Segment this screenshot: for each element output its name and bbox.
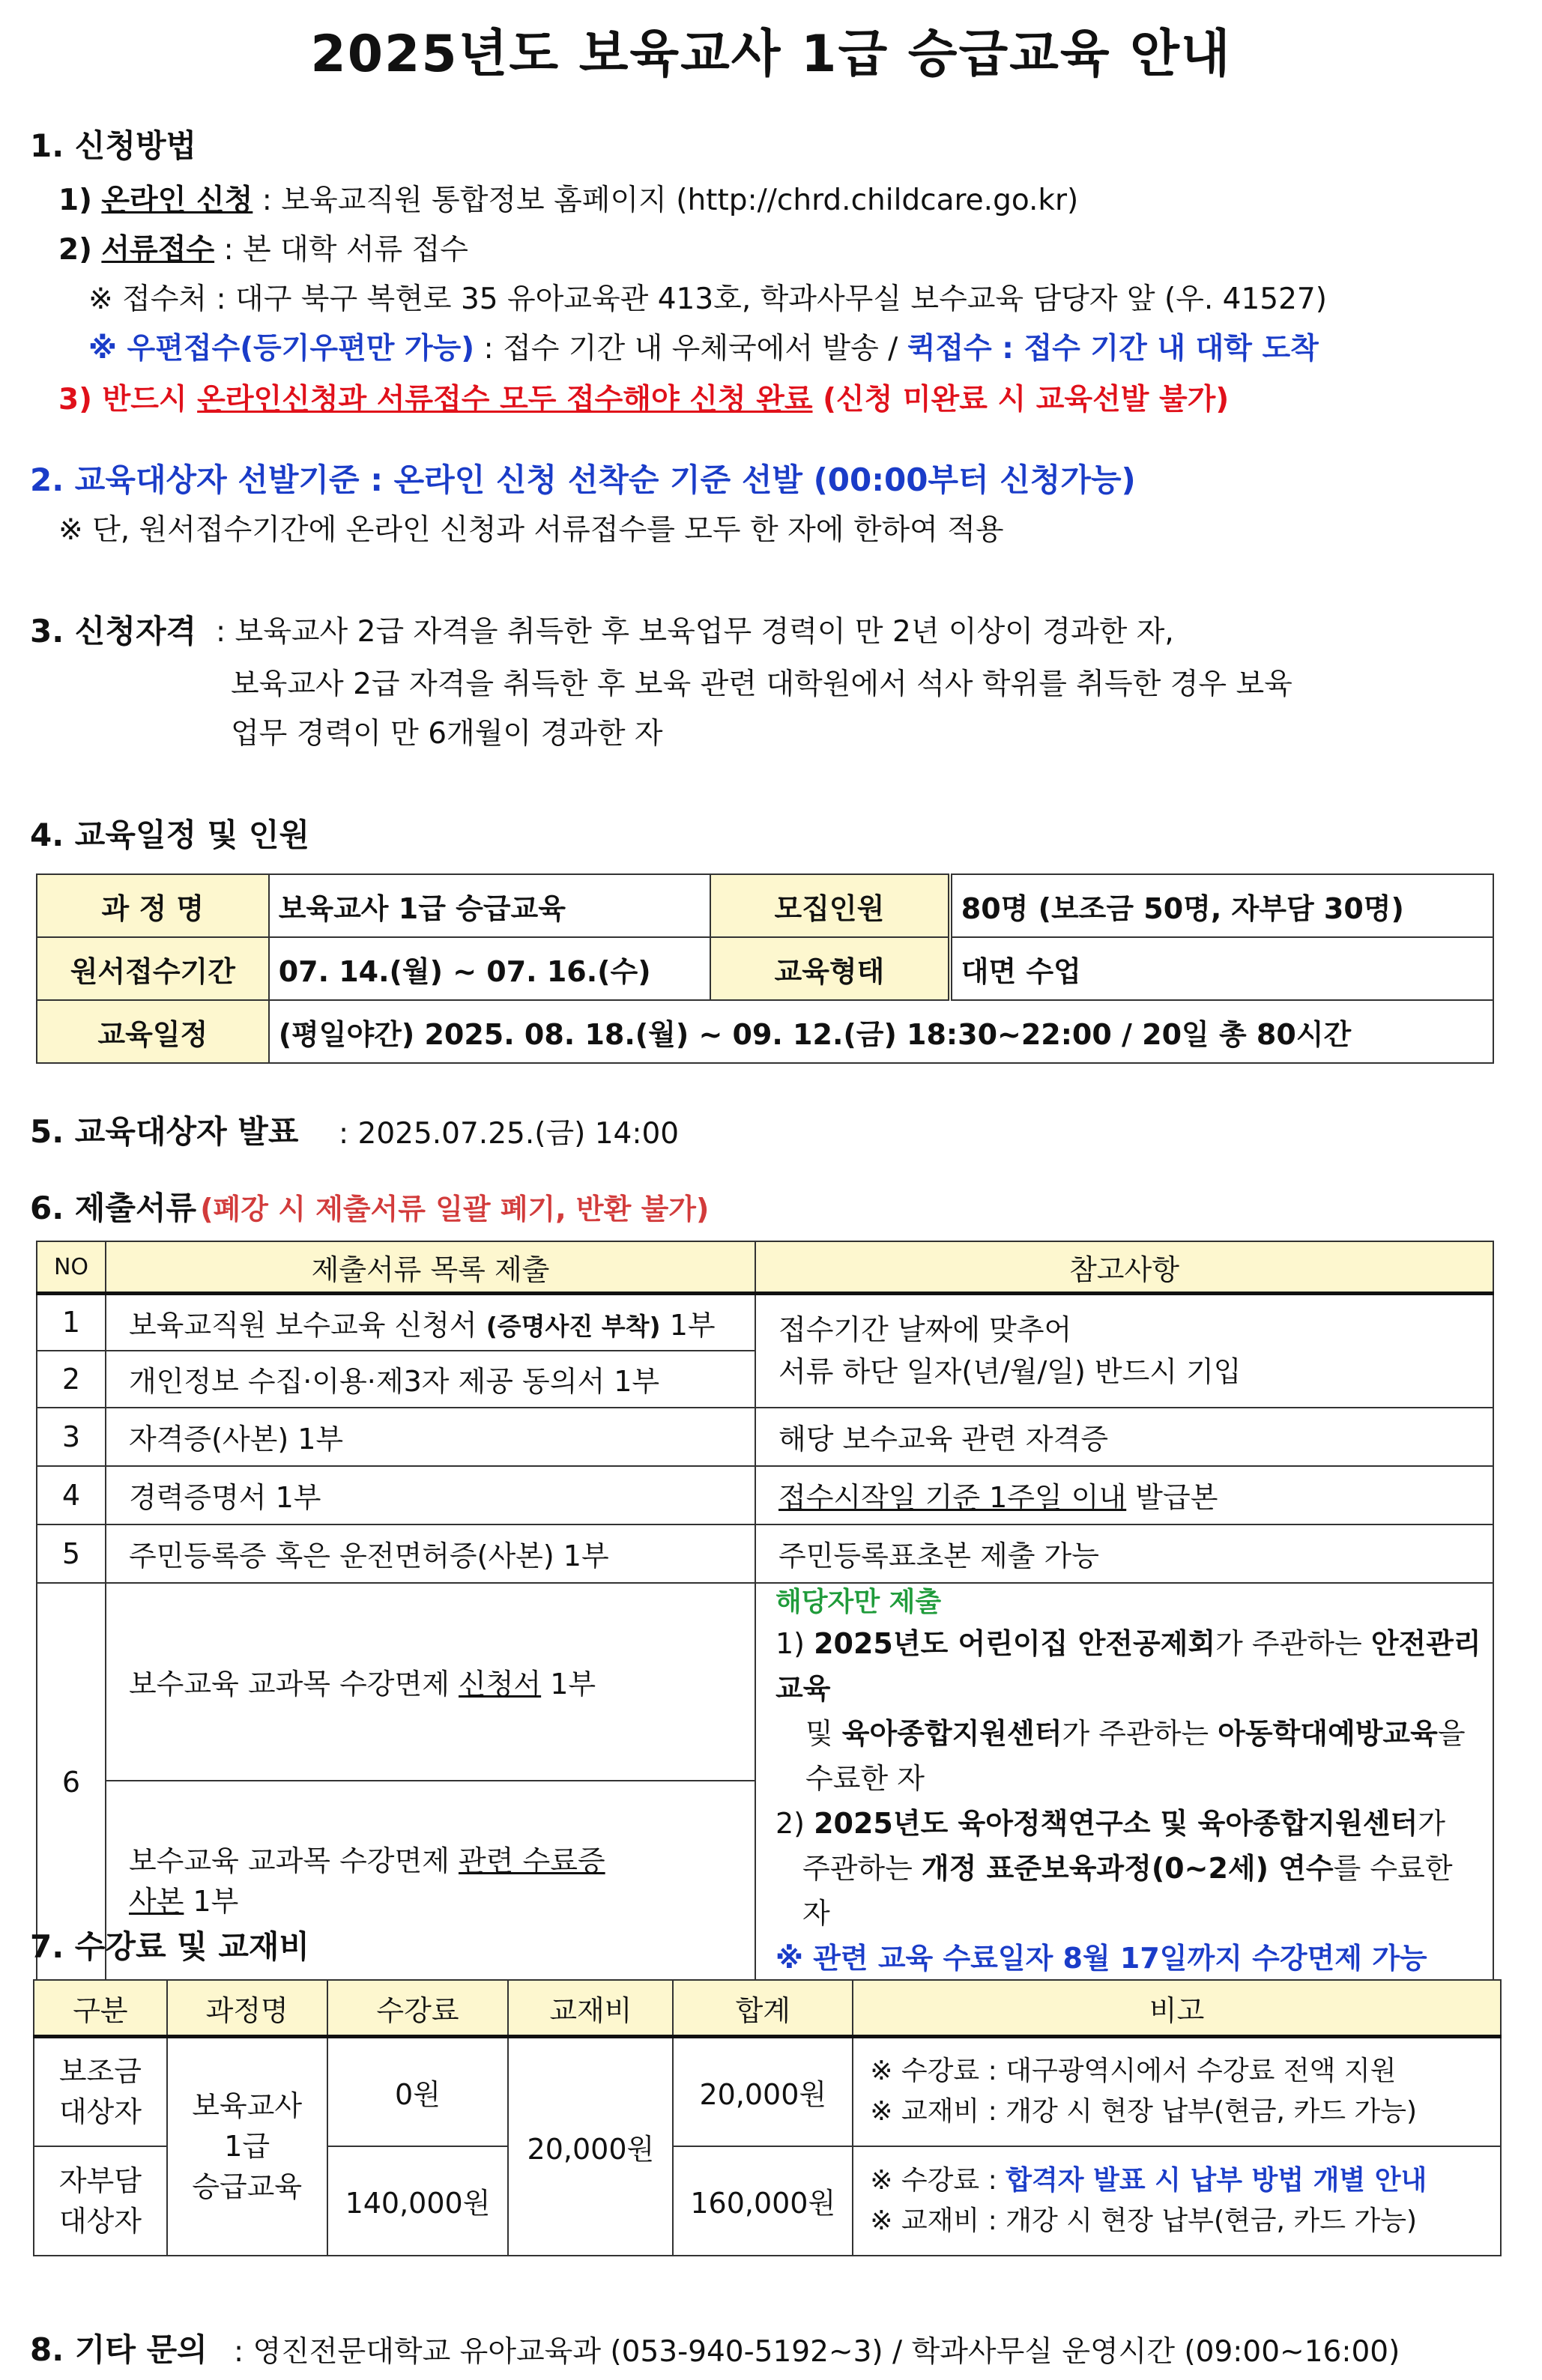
section-2-heading: 2. 교육대상자 선발기준 : 온라인 신청 선착순 기준 선발 (00:00부터 신청가능) bbox=[30, 461, 1136, 498]
bold-text: 개정 표준보육과정(0~2세) 연수 bbox=[921, 1851, 1334, 1885]
reference-line-2: 서류 하단 일자(년/월/일) 반드시 기입 bbox=[778, 1355, 1242, 1389]
doc-text: 보육교직원 보수교육 신청서 bbox=[128, 1308, 486, 1342]
subsidy-total: 20,000원 bbox=[673, 2037, 853, 2146]
required-condition: 온라인신청과 서류접수 모두 접수해야 신청 완료 bbox=[197, 383, 813, 417]
bold-text: 육아종합지원센터 bbox=[841, 1716, 1062, 1750]
page-title: 2025년도 보육교사 1급 승급교육 안내 bbox=[310, 25, 1232, 84]
online-apply-label: 온라인 신청 bbox=[101, 184, 253, 217]
doc-underlined: 관련 수료증 bbox=[459, 1844, 605, 1877]
col-documents: 제출서류 목록 제출 bbox=[106, 1241, 755, 1294]
doc-line-1 bbox=[129, 1841, 746, 1881]
book-fee: 20,000원 bbox=[508, 2037, 673, 2256]
col-reference: 참고사항 bbox=[755, 1241, 1493, 1294]
bold-text: 아동학대예방교육 bbox=[1218, 1716, 1438, 1750]
schedule-value: (평일야간) 2025. 08. 18.(월) ~ 09. 12.(금) 18:30~22:00 / 20일 총 80시간 bbox=[269, 1000, 1493, 1063]
row-number: 5 bbox=[37, 1524, 106, 1583]
doc-text: 보수교육 교과목 수강면제 bbox=[128, 1844, 459, 1877]
reception-address: ※ 접수처 : 대구 북구 복현로 35 유아교육관 413호, 학과사무실 보수교육 담당자 앞 (우. 41527) bbox=[88, 282, 1327, 316]
table-row bbox=[37, 874, 1493, 937]
qualification-line-3: 업무 경력이 만 6개월이 경과한 자 bbox=[231, 717, 663, 751]
section-4-heading: 4. 교육일정 및 인원 bbox=[30, 817, 310, 853]
section-1-item-2 bbox=[58, 226, 468, 268]
plain-text: 가 bbox=[1418, 1806, 1446, 1840]
exemption-line-4 bbox=[775, 1801, 1484, 1846]
section-5-heading: 5. 교육대상자 발표 bbox=[30, 1113, 299, 1150]
plain-text: ※ 수강료 : bbox=[870, 2164, 1006, 2196]
exemption-line-2 bbox=[775, 1711, 1484, 1756]
required-prefix: 3) 반드시 bbox=[58, 383, 198, 417]
schedule-table bbox=[36, 873, 1494, 1064]
section-2-note: ※ 단, 원서접수기간에 온라인 신청과 서류접수를 모두 한 자에 한하여 적용 bbox=[58, 513, 1004, 547]
mail-submit-text: : 접수 기간 내 우체국에서 발송 / bbox=[483, 332, 898, 366]
self-pay-remarks bbox=[853, 2146, 1501, 2256]
table-row bbox=[37, 1524, 1493, 1583]
table-header-row bbox=[37, 1241, 1493, 1294]
exemption-deadline: ※ 관련 교육 수료일자 8월 17일까지 수강면제 가능 bbox=[775, 1941, 1427, 1975]
doc-count: 1부 bbox=[184, 1884, 239, 1918]
exemption-line-1 bbox=[775, 1621, 1484, 1711]
doc-count: 1부 bbox=[660, 1308, 716, 1342]
doc-line-2 bbox=[129, 1881, 746, 1922]
plain-text: 가 주관하는 bbox=[1062, 1716, 1218, 1750]
required-suffix: (신청 미완료 시 교육선발 불가) bbox=[812, 383, 1230, 417]
course-name-label: 과 정 명 bbox=[37, 874, 269, 937]
table-header-row bbox=[34, 1980, 1501, 2037]
row-number: 3 bbox=[37, 1408, 106, 1466]
document-item: 개인정보 수집·이용·제3자 제공 동의서 1부 bbox=[106, 1351, 755, 1408]
col-no: NO bbox=[37, 1241, 106, 1294]
remark-line-1: ※ 수강료 : 대구광역시에서 수강료 전액 지원 bbox=[870, 2056, 1397, 2087]
table-row bbox=[37, 1583, 1493, 1781]
exemption-heading: 해당자만 제출 bbox=[775, 1586, 942, 1617]
section-1-heading: 1. 신청방법 bbox=[30, 127, 197, 164]
exemption-line-5 bbox=[775, 1846, 1484, 1936]
document-item bbox=[106, 1294, 755, 1351]
section-6-heading: 6. 제출서류 bbox=[30, 1190, 197, 1226]
course-name-value: 보육교사 1급 승급교육 bbox=[269, 874, 710, 937]
remark-line-1 bbox=[870, 2161, 1491, 2201]
plain-text: 를 수료한 자 bbox=[802, 1851, 1453, 1930]
row-number: 4 bbox=[37, 1466, 106, 1524]
remark-line-2: ※ 교재비 : 개강 시 현장 납부(현금, 카드 가능) bbox=[870, 2096, 1418, 2128]
section-7-heading: 7. 수강료 및 교재비 bbox=[30, 1928, 310, 1965]
fee-table bbox=[33, 1979, 1502, 2256]
reference-underlined: 접수시작일 기준 1주일 이내 bbox=[778, 1481, 1127, 1514]
section-6-title bbox=[30, 1184, 709, 1229]
reference-item: 해당 보수교육 관련 자격증 bbox=[755, 1408, 1493, 1466]
reference-date-note bbox=[755, 1294, 1493, 1408]
row-number: 1 bbox=[37, 1294, 106, 1351]
reference-item: 주민등록표초본 제출 가능 bbox=[755, 1524, 1493, 1583]
table-row bbox=[37, 1294, 1493, 1351]
plain-text: 가 주관하는 bbox=[1215, 1626, 1371, 1660]
mail-submit-label: ※ 우편접수(등기우편만 가능) bbox=[88, 332, 475, 366]
application-period-value: 07. 14.(월) ~ 07. 16.(수) bbox=[269, 937, 710, 1000]
recruit-label: 모집인원 bbox=[710, 874, 950, 937]
exemption-reference bbox=[755, 1583, 1493, 1981]
subsidy-category: 보조금 대상자 bbox=[34, 2037, 167, 2146]
col-category: 구분 bbox=[34, 1980, 167, 2037]
table-row bbox=[37, 937, 1493, 1000]
table-row bbox=[37, 1466, 1493, 1524]
section-1-item-1 bbox=[58, 177, 1078, 219]
col-total: 합계 bbox=[673, 1980, 853, 2037]
document-submit-label: 서류접수 bbox=[101, 233, 215, 267]
list-number: 2) bbox=[775, 1806, 814, 1840]
doc-count: 1부 bbox=[541, 1668, 596, 1701]
qualification-line-2: 보육교사 2급 자격을 취득한 후 보육 관련 대학원에서 석사 학위를 취득한 경우 보육 bbox=[231, 667, 1292, 701]
table-row bbox=[34, 2037, 1501, 2146]
document-item: 자격증(사본) 1부 bbox=[106, 1408, 755, 1466]
item-number: 2) bbox=[58, 233, 92, 267]
table-row bbox=[37, 1000, 1493, 1063]
row-number: 6 bbox=[37, 1583, 106, 1981]
document-item: 경력증명서 1부 bbox=[106, 1466, 755, 1524]
subsidy-tuition: 0원 bbox=[327, 2037, 509, 2146]
section-8-heading: 8. 기타 문의 bbox=[30, 2331, 208, 2368]
plain-text: 및 bbox=[805, 1716, 842, 1750]
document-item: 주민등록증 혹은 운전면허증(사본) 1부 bbox=[106, 1524, 755, 1583]
education-type-value: 대면 수업 bbox=[950, 937, 1493, 1000]
bold-text: 2025년도 육아정책연구소 및 육아종합지원센터 bbox=[814, 1806, 1418, 1840]
doc-text: 보수교육 교과목 수강면제 bbox=[128, 1668, 459, 1701]
bold-text: 2025년도 어린이집 안전공제회 bbox=[814, 1626, 1216, 1660]
quick-submit-text: 퀵접수 : 접수 기간 내 대학 도착 bbox=[907, 332, 1319, 366]
education-type-label: 교육형태 bbox=[710, 937, 950, 1000]
bold-text: 안전관리교육 bbox=[775, 1626, 1481, 1705]
item-number: 1) bbox=[58, 184, 92, 217]
list-number: 1) bbox=[775, 1626, 814, 1660]
doc-underlined: 신청서 bbox=[459, 1668, 542, 1701]
plain-text: 을 bbox=[1437, 1716, 1466, 1750]
table-row bbox=[37, 1408, 1493, 1466]
section-3-heading: 3. 신청자격 bbox=[30, 613, 197, 649]
self-pay-total: 160,000원 bbox=[673, 2146, 853, 2256]
col-course: 과정명 bbox=[167, 1980, 327, 2037]
documents-table bbox=[36, 1241, 1494, 1982]
schedule-label: 교육일정 bbox=[37, 1000, 269, 1063]
self-pay-tuition: 140,000원 bbox=[327, 2146, 509, 2256]
plain-text: 주관하는 bbox=[802, 1851, 922, 1885]
remark-line-2: ※ 교재비 : 개강 시 현장 납부(현금, 카드 가능) bbox=[870, 2205, 1418, 2236]
contact-info: : 영진전문대학교 유아교육과 (053-940-5192~3) / 학과사무실 운영시간 (09:00~16:00) bbox=[234, 2335, 1400, 2369]
payment-notice: 합격자 발표 시 납부 방법 개별 안내 bbox=[1006, 2164, 1427, 2196]
section-6-subheading: (폐강 시 제출서류 일괄 폐기, 반환 불가) bbox=[200, 1193, 710, 1226]
subsidy-remarks bbox=[853, 2037, 1501, 2146]
required-notice bbox=[58, 376, 1229, 418]
announcement-date: : 2025.07.25.(금) 14:00 bbox=[339, 1117, 680, 1151]
course-name: 보육교사 1급 승급교육 bbox=[167, 2037, 327, 2256]
col-book: 교재비 bbox=[508, 1980, 673, 2037]
reference-item bbox=[755, 1466, 1493, 1524]
mail-submit-note bbox=[88, 325, 1319, 367]
recruit-value: 80명 (보조금 50명, 자부담 30명) bbox=[950, 874, 1493, 937]
doc-underlined: 사본 bbox=[128, 1884, 184, 1918]
document-submit-text: : 본 대학 서류 접수 bbox=[223, 233, 468, 267]
doc-photo-note: (증명사진 부착) bbox=[486, 1311, 661, 1341]
qualification-line-1: : 보육교사 2급 자격을 취득한 후 보육업무 경력이 만 2년 이상이 경과한 자, bbox=[216, 615, 1174, 649]
reference-suffix: 발급본 bbox=[1126, 1481, 1218, 1514]
document-item bbox=[106, 1583, 755, 1781]
reference-line-1: 접수기간 날짜에 맞추어 bbox=[778, 1313, 1072, 1347]
online-apply-text: : 보육교직원 통합정보 홈페이지 (http://chrd.childcare.go.kr) bbox=[261, 184, 1079, 217]
row-number: 2 bbox=[37, 1351, 106, 1408]
application-period-label: 원서접수기간 bbox=[37, 937, 269, 1000]
col-remarks: 비고 bbox=[853, 1980, 1501, 2037]
exemption-line-3: 수료한 자 bbox=[805, 1761, 925, 1795]
col-tuition: 수강료 bbox=[327, 1980, 509, 2037]
self-pay-category: 자부담 대상자 bbox=[34, 2146, 167, 2256]
